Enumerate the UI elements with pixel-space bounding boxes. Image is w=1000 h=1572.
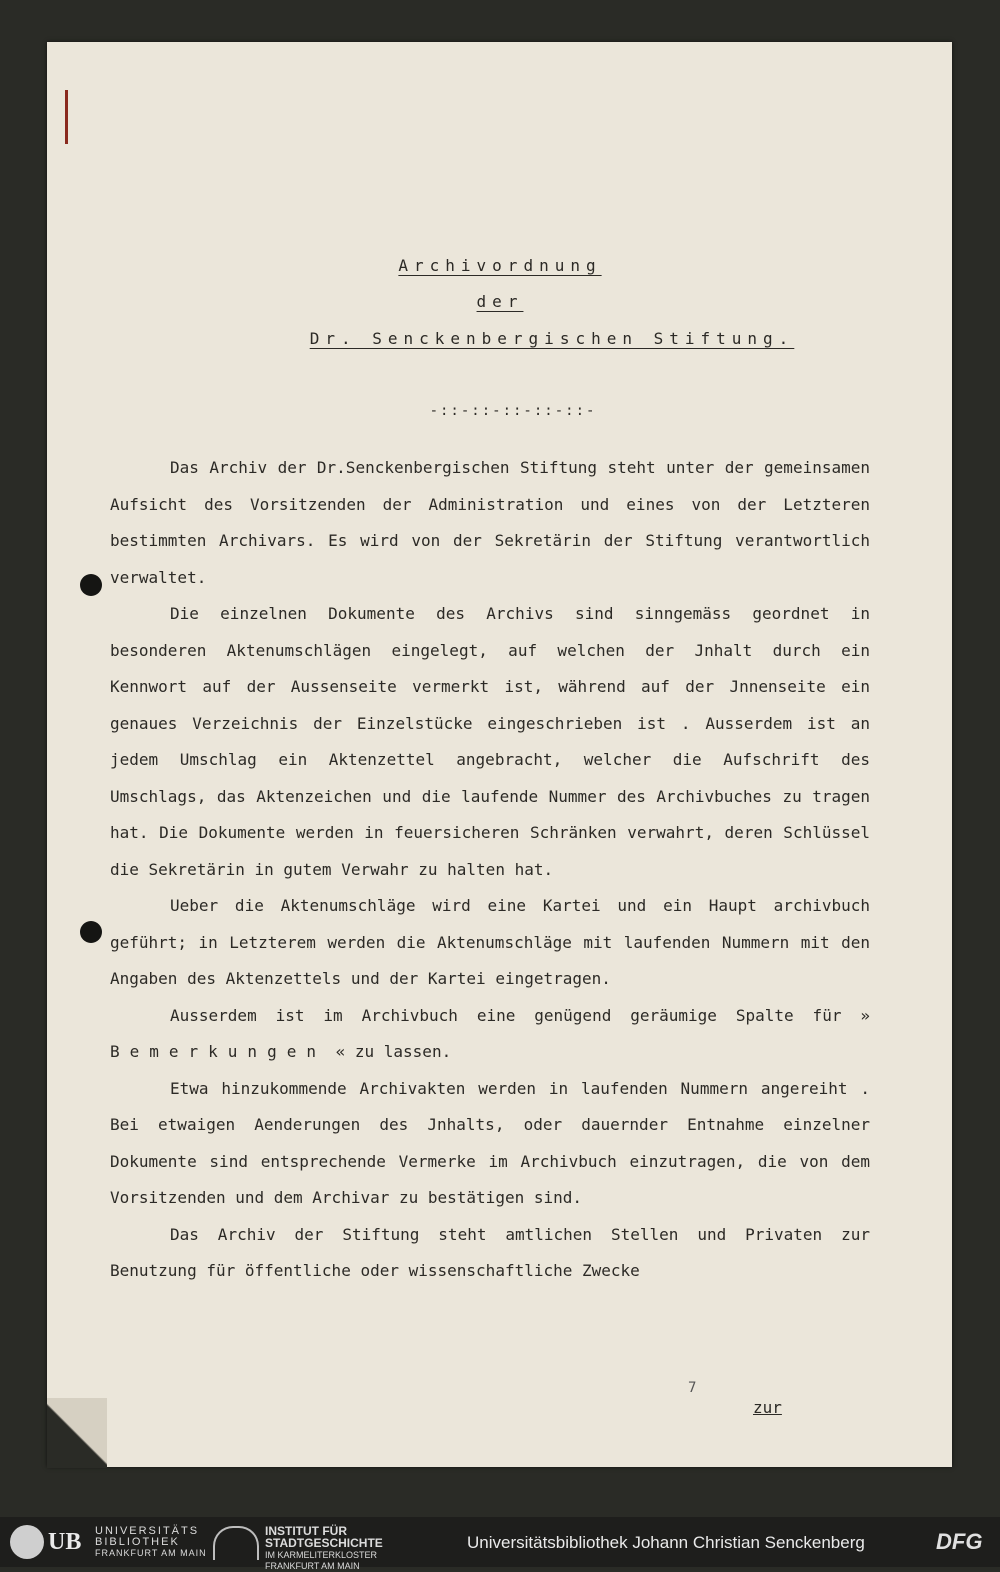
page-number: 7 bbox=[688, 1380, 697, 1396]
isg-line-4: FRANKFURT AM MAIN bbox=[265, 1561, 360, 1571]
paragraph-6: Das Archiv der Stiftung steht amtlichen Stellen und Privaten zur Benutzung für öffentliche oder wissenschaftliche Zwecke bbox=[110, 1224, 870, 1280]
title-line-3: Dr. Senckenbergischen Stiftung. bbox=[309, 329, 795, 348]
isg-line-2: STADTGESCHICHTE bbox=[265, 1536, 383, 1550]
ub-line-3: FRANKFURT AM MAIN bbox=[95, 1548, 207, 1558]
ub-line-2: BIBLIOTHEK bbox=[95, 1536, 180, 1548]
isg-arch-icon[interactable] bbox=[213, 1526, 259, 1560]
title-line-1: Archivordnung bbox=[398, 256, 602, 275]
isg-name bbox=[265, 1526, 383, 1572]
paragraph-4-spaced: Bemerkungen bbox=[110, 1042, 326, 1061]
catchword: zur bbox=[753, 1398, 782, 1417]
paragraph-3: Ueber die Aktenumschläge wird eine Kartei und ein Haupt archivbuch geführt; in Letzterem werden die Aktenumschläge mit laufenden Nummern mit den Angaben des Aktenzettels und der Kartei eingetragen. bbox=[110, 896, 870, 988]
punch-hole-top bbox=[80, 574, 102, 596]
paragraph-4-prefix: Ausserdem ist im Archivbuch eine genügend geräumige Spalte für » bbox=[170, 1005, 870, 1025]
isg-line-3: IM KARMELITERKLOSTER bbox=[265, 1550, 378, 1560]
paragraph-1: Das Archiv der Dr.Senckenbergischen Stiftung steht unter der gemeinsamen Aufsicht des Vorsitzenden der Administration und eines von der Letzteren bestimmten Archivars. Es wird von der Sekretärin der Stiftung verantwortlich verwaltet. bbox=[110, 458, 870, 587]
ub-emblem-icon bbox=[10, 1525, 44, 1559]
dfg-logo[interactable]: DFG bbox=[936, 1529, 983, 1554]
footer-library-name[interactable]: Universitätsbibliothek Johann Christian Senckenberg bbox=[467, 1533, 865, 1552]
ub-logo-text: UB bbox=[48, 1528, 82, 1555]
paragraph-2: Die einzelnen Dokumente des Archivs sind sinngemäss geordnet in besonderen Aktenumschlägen eingelegt, auf welchen der Jnhalt durch ein Kennwort auf der Aussenseite vermerkt ist, während auf der Jnnenseite ein genaues Verzeichnis der Einzelstücke eingeschrieben ist . Ausserdem ist an jedem Umschlag ein Aktenzettel angebracht, welcher die Aufschrift des Umschlags, das Aktenzeichen und die laufende Nummer des Archivbuches zu tragen hat. Die Dokumente werden in feuersicheren Schränken verwahrt, deren Schlüssel die Sekretärin in gutem Verwahr zu halten hat. bbox=[110, 604, 870, 879]
title-line-2: der bbox=[476, 292, 524, 311]
ub-line-1: UNIVERSITÄTS bbox=[95, 1525, 200, 1537]
isg-line-1: INSTITUT FÜR bbox=[265, 1524, 347, 1538]
paragraph-5: Etwa hinzukommende Archivakten werden in laufenden Nummern angereiht . Bei etwaigen Aenderungen des Jnhalts, oder dauernder Entnahme einzelner Dokumente sind entsprechende Vermerke im Archivbuch einzutragen, die von dem Vorsitzenden und dem Archivar zu bestätigen sind. bbox=[110, 1078, 870, 1207]
ub-logo[interactable] bbox=[10, 1525, 90, 1559]
footer-bar bbox=[0, 1517, 1000, 1571]
folded-corner bbox=[47, 1398, 107, 1468]
margin-mark bbox=[65, 90, 68, 144]
ub-name bbox=[95, 1526, 207, 1559]
paragraph-4-suffix: « zu lassen. bbox=[335, 1042, 452, 1061]
paragraph-4 bbox=[110, 998, 870, 1071]
separator: -::-::-::-::-::- bbox=[429, 403, 597, 419]
document-body bbox=[110, 450, 870, 1290]
punch-hole-bottom bbox=[80, 921, 102, 943]
